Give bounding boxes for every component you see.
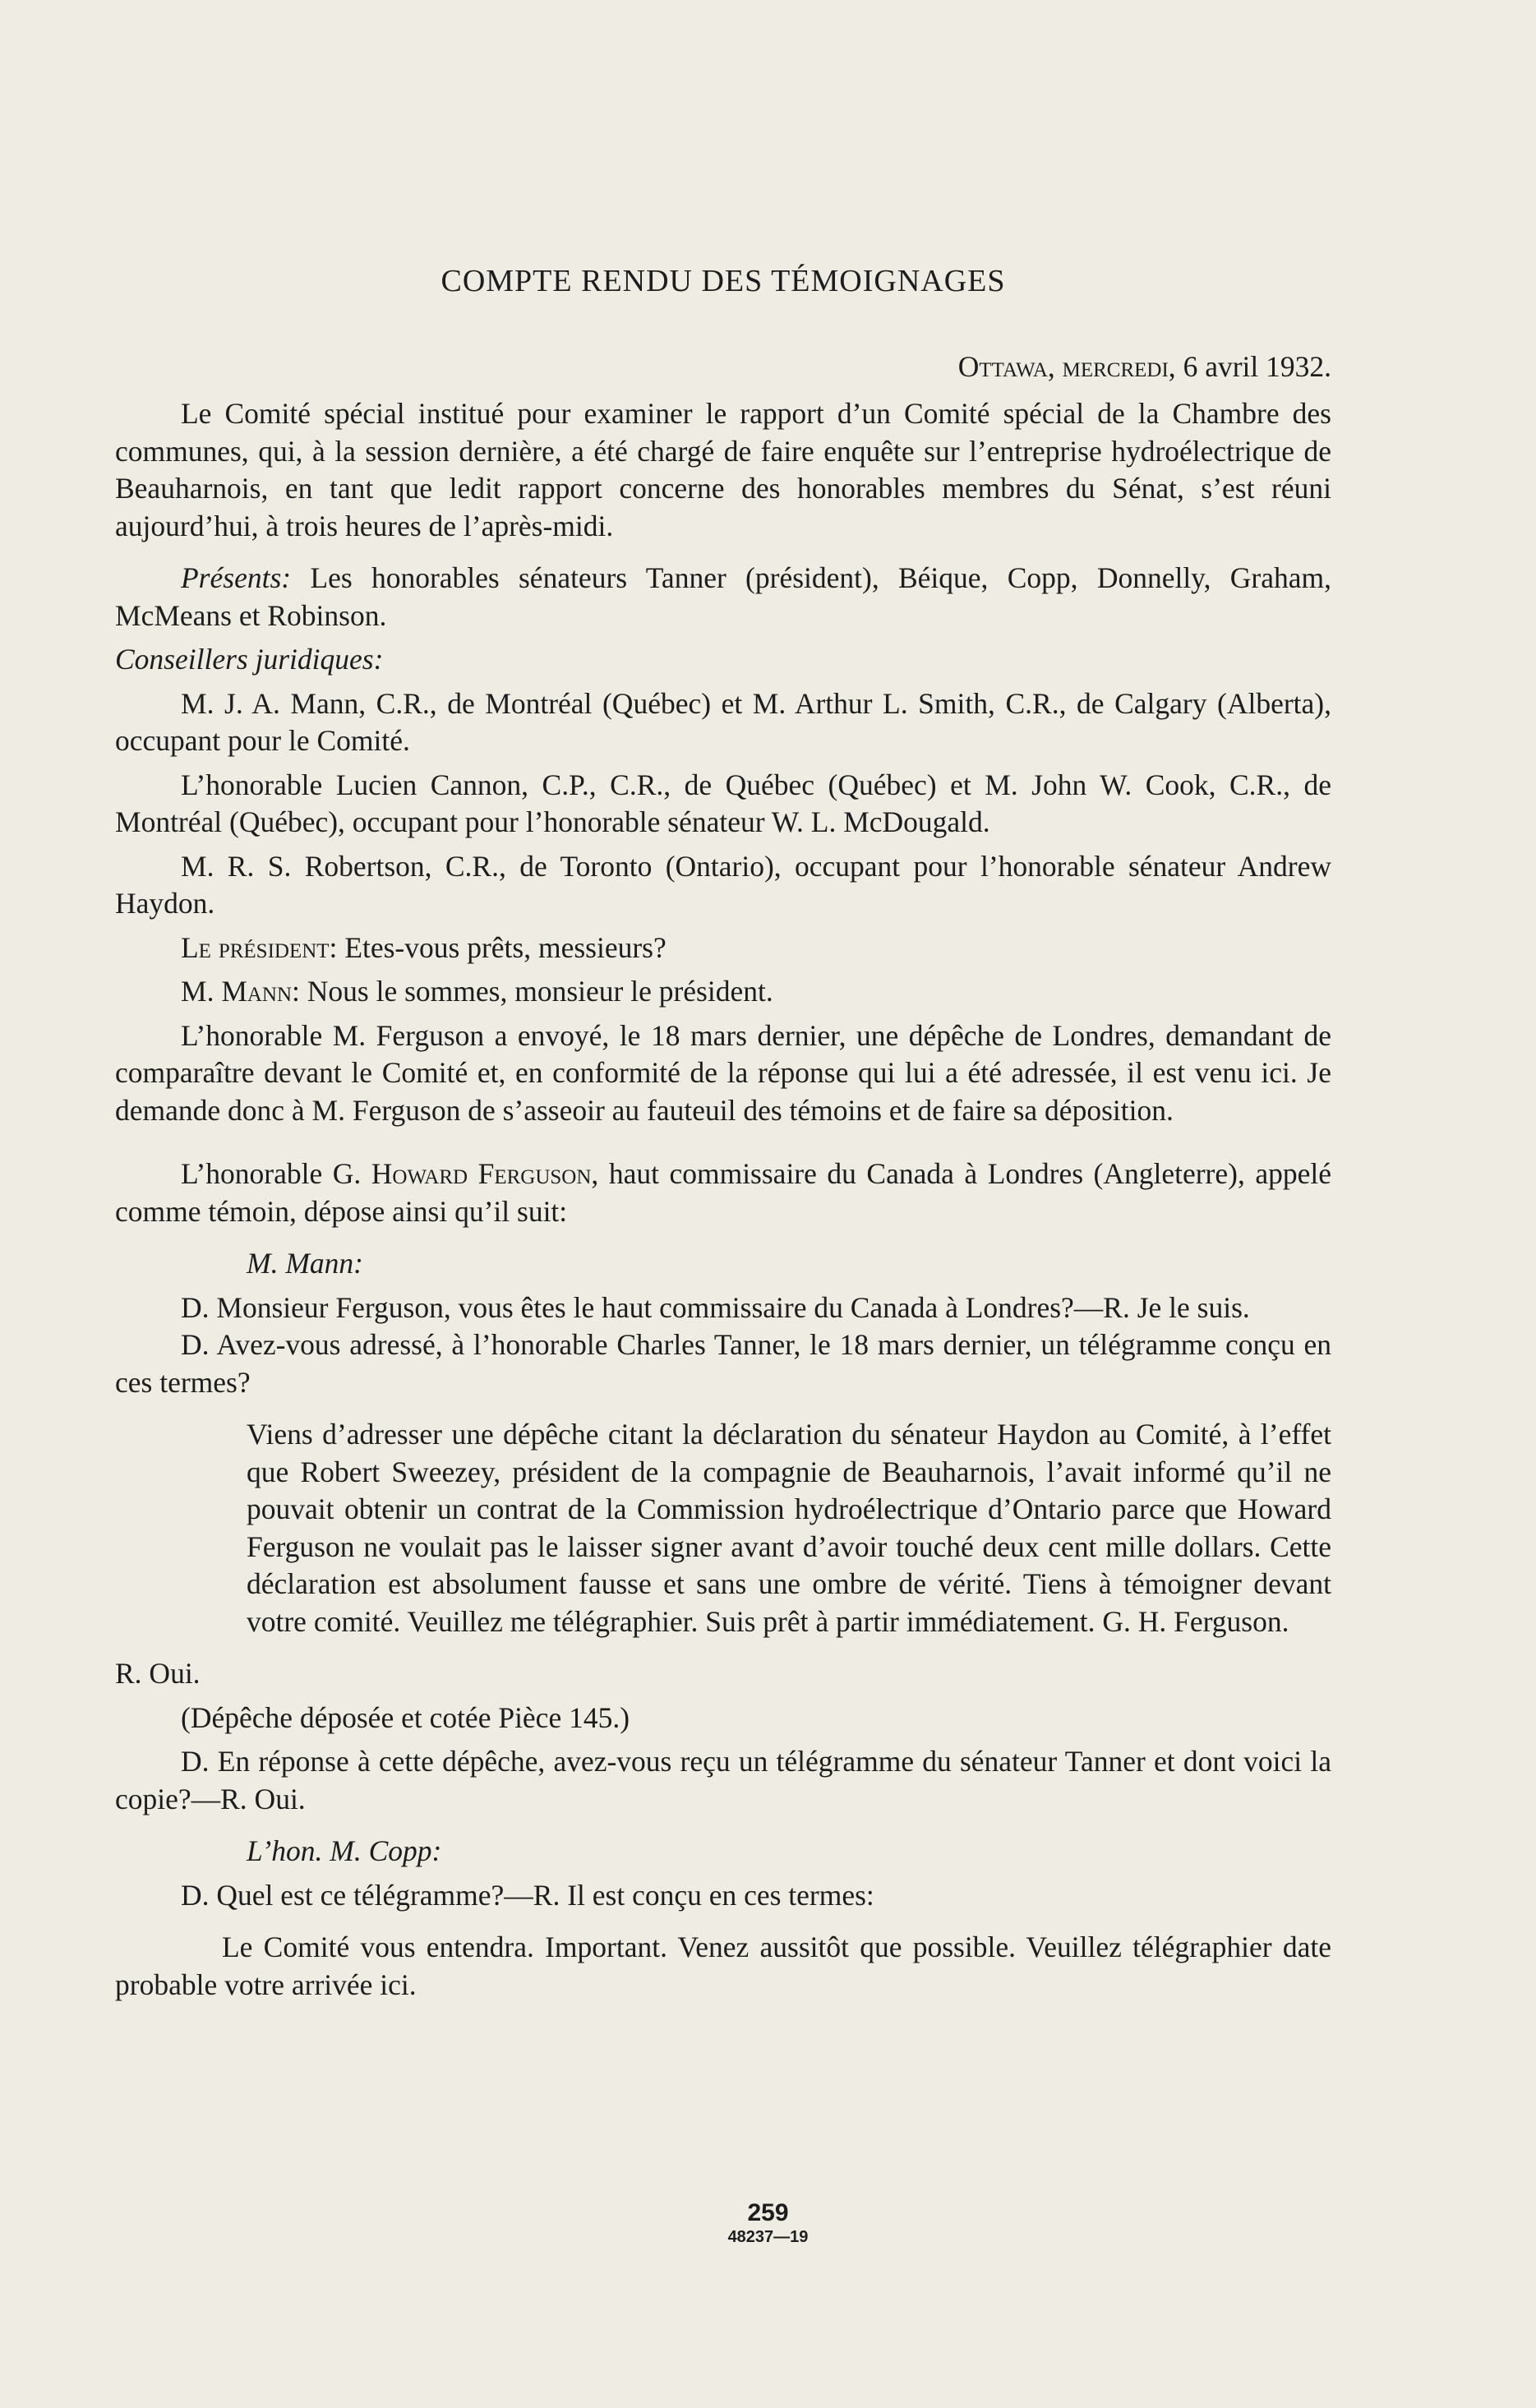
- page-footer: [0, 2199, 1536, 2247]
- dateline: [115, 348, 1331, 386]
- examiner-heading: M. Mann:: [247, 1247, 363, 1280]
- telegram-quote: Le Comité vous entendra. Important. Venez aussitôt que possible. Veuillez télégraphier date probable votre arrivée ici.: [115, 1931, 1331, 2001]
- exhibit-note: (Dépêche déposée et cotée Pièce 145.): [181, 1700, 630, 1734]
- witness-introduction: [115, 1156, 1331, 1230]
- counsel-paragraph: M. J. A. Mann, C.R., de Montréal (Québec) et M. Arthur L. Smith, C.R., de Calgary (Alberta), occupant pour le Comité.: [115, 686, 1331, 757]
- dateline-date: 6 avril 1932.: [1183, 349, 1331, 383]
- speaker-label: M. Mann:: [181, 975, 300, 1008]
- counsel-paragraph: M. R. S. Robertson, C.R., de Toronto (Ontario), occupant pour l’honorable sénateur Andrew Haydon.: [115, 849, 1331, 920]
- telegram-quote: Viens d’adresser une dépêche citant la déclaration du sénateur Haydon au Comité, à l’effet que Robert Sweezey, président de la compagnie de Beauharnois, l’avait informé qu’il ne pouvait obtenir un contrat de la Commission hydroélectrique d’Ontario parce que Howard Ferguson ne voulait pas le laisser signer avant d’avoir touché deux cent mille dollars. Cette déclaration est absolument fausse et sans une ombre de vérité. Tiens à témoigner devant votre comité. Veuillez me télégraphier. Suis prêt à partir immédiatement. G. H. Ferguson.: [247, 1418, 1331, 1638]
- intro-paragraph: Le Comité spécial institué pour examiner le rapport d’un Comité spécial de la Chambre des communes, qui, à la session dernière, a été chargé de faire enquête sur l’entreprise hydroélectrique de Beauharnois, en tant que ledit rapport concerne des honorables membres du Sénat, s’est réuni aujourd’hui, à trois heures de l’après-midi.: [115, 397, 1331, 542]
- question-answer: D. Monsieur Ferguson, vous êtes le haut commissaire du Canada à Londres?—R. Je le suis.: [181, 1290, 1250, 1324]
- witness-text: haut commissaire du Canada à Londres (Angleterre), appelé comme témoin, dépose ainsi qu’il suit:: [115, 1157, 1331, 1228]
- presents-label: Présents:: [181, 561, 292, 594]
- document-page: [115, 263, 1331, 2004]
- answer-line: R. Oui.: [115, 1657, 201, 1690]
- exchange-line: [115, 973, 1331, 1011]
- examiner-heading: L’hon. M. Copp:: [247, 1834, 442, 1867]
- presents-text: Les honorables sénateurs Tanner (président), Béique, Copp, Donnelly, Graham, McMeans et Robinson.: [115, 561, 1332, 632]
- question-answer: D. En réponse à cette dépêche, avez-vous reçu un télégramme du sénateur Tanner et dont voici la copie?—R. Oui.: [115, 1745, 1331, 1815]
- exchange-text: Nous le sommes, monsieur le président.: [307, 975, 773, 1008]
- dateline-place: Ottawa, mercredi,: [957, 349, 1176, 383]
- question-answer: D. Avez-vous adressé, à l’honorable Charles Tanner, le 18 mars dernier, un télégramme conçu en ces termes?: [115, 1328, 1331, 1399]
- counsel-heading: Conseillers juridiques:: [115, 643, 384, 676]
- page-number: 259: [747, 2199, 789, 2226]
- witness-name: Howard Ferguson,: [371, 1157, 599, 1190]
- witness-prefix: L’honorable G.: [181, 1157, 362, 1190]
- exchange-line: [115, 930, 1331, 967]
- mann-statement: L’honorable M. Ferguson a envoyé, le 18 mars dernier, une dépêche de Londres, demandant de comparaître devant le Comité et, en conformité de la réponse qui lui a été adressée, il est venu ici. Je demande donc à M. Ferguson de s’asseoir au fauteuil des témoins et de faire sa déposition.: [115, 1018, 1331, 1127]
- question-answer: D. Quel est ce télégramme?—R. Il est conçu en ces termes:: [181, 1878, 874, 1912]
- counsel-paragraph: L’honorable Lucien Cannon, C.P., C.R., de Québec (Québec) et M. John W. Cook, C.R., de Montréal (Québec), occupant pour l’honorable sénateur W. L. McDougald.: [115, 768, 1331, 838]
- print-code: 48237—19: [727, 2228, 809, 2246]
- presents-paragraph: [115, 560, 1331, 634]
- exchange-text: Etes-vous prêts, messieurs?: [344, 930, 667, 964]
- page-title: COMPTE RENDU DES TÉMOIGNAGES: [441, 264, 1006, 298]
- speaker-label: Le président:: [181, 930, 338, 964]
